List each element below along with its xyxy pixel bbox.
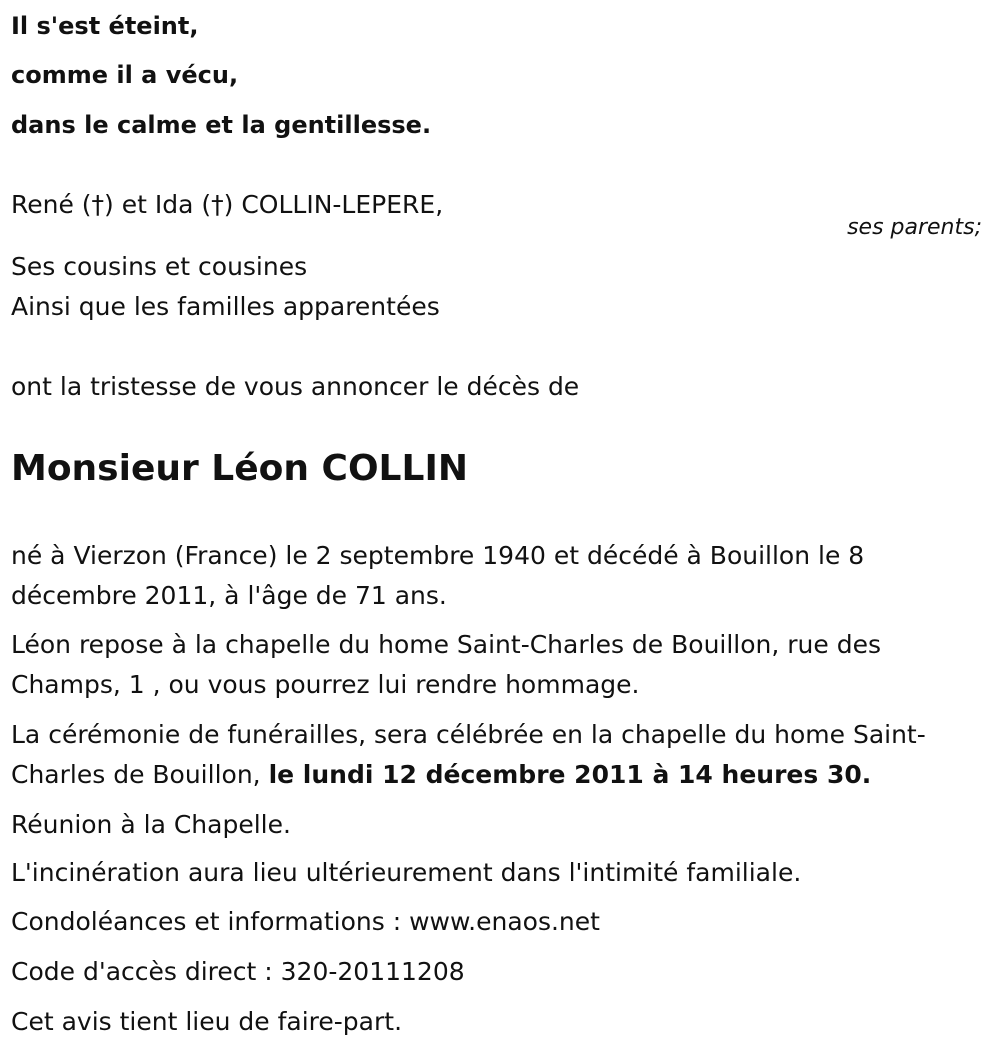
condolences-line: Condoléances et informations : www.enaos.net [11, 907, 600, 936]
birth-death-paragraph: né à Vierzon (France) le 2 septembre 1940 et décédé à Bouillon le 8 décembre 2011, à l'âge de 71 ans. [11, 541, 865, 610]
epitaph-line-2: comme il a vécu, [11, 61, 239, 89]
deceased-name: Monsieur Léon COLLIN [11, 448, 468, 489]
meeting-line: Réunion à la Chapelle. [11, 810, 291, 839]
access-code-line: Code d'accès direct : 320-20111208 [11, 957, 465, 986]
cremation-line: L'incinération aura lieu ultérieurement dans l'intimité familiale. [11, 858, 802, 887]
parents-role: ses parents; [847, 215, 982, 240]
ceremony-paragraph [11, 715, 981, 795]
ceremony-intro: La cérémonie de funérailles, sera célébrée en la chapelle du home Saint-Charles de Bouillon, [11, 720, 926, 789]
cousins-line: Ses cousins et cousines [11, 252, 308, 281]
epitaph-line-3: dans le calme et la gentillesse. [11, 111, 432, 139]
notice-line: Cet avis tient lieu de faire-part. [11, 1007, 403, 1036]
families-line: Ainsi que les familles apparentées [11, 292, 440, 321]
ceremony-date: le lundi 12 décembre 2011 à 14 heures 30. [268, 760, 872, 789]
parents-names: René (†) et Ida (†) COLLIN-LEPERE, [11, 190, 444, 219]
epitaph-line-1: Il s'est éteint, [11, 12, 199, 40]
rest-paragraph: Léon repose à la chapelle du home Saint-Charles de Bouillon, rue des Champs, 1 , ou vous pourrez lui rendre hommage. [11, 630, 882, 699]
announcement-line: ont la tristesse de vous annoncer le décès de [11, 372, 580, 401]
